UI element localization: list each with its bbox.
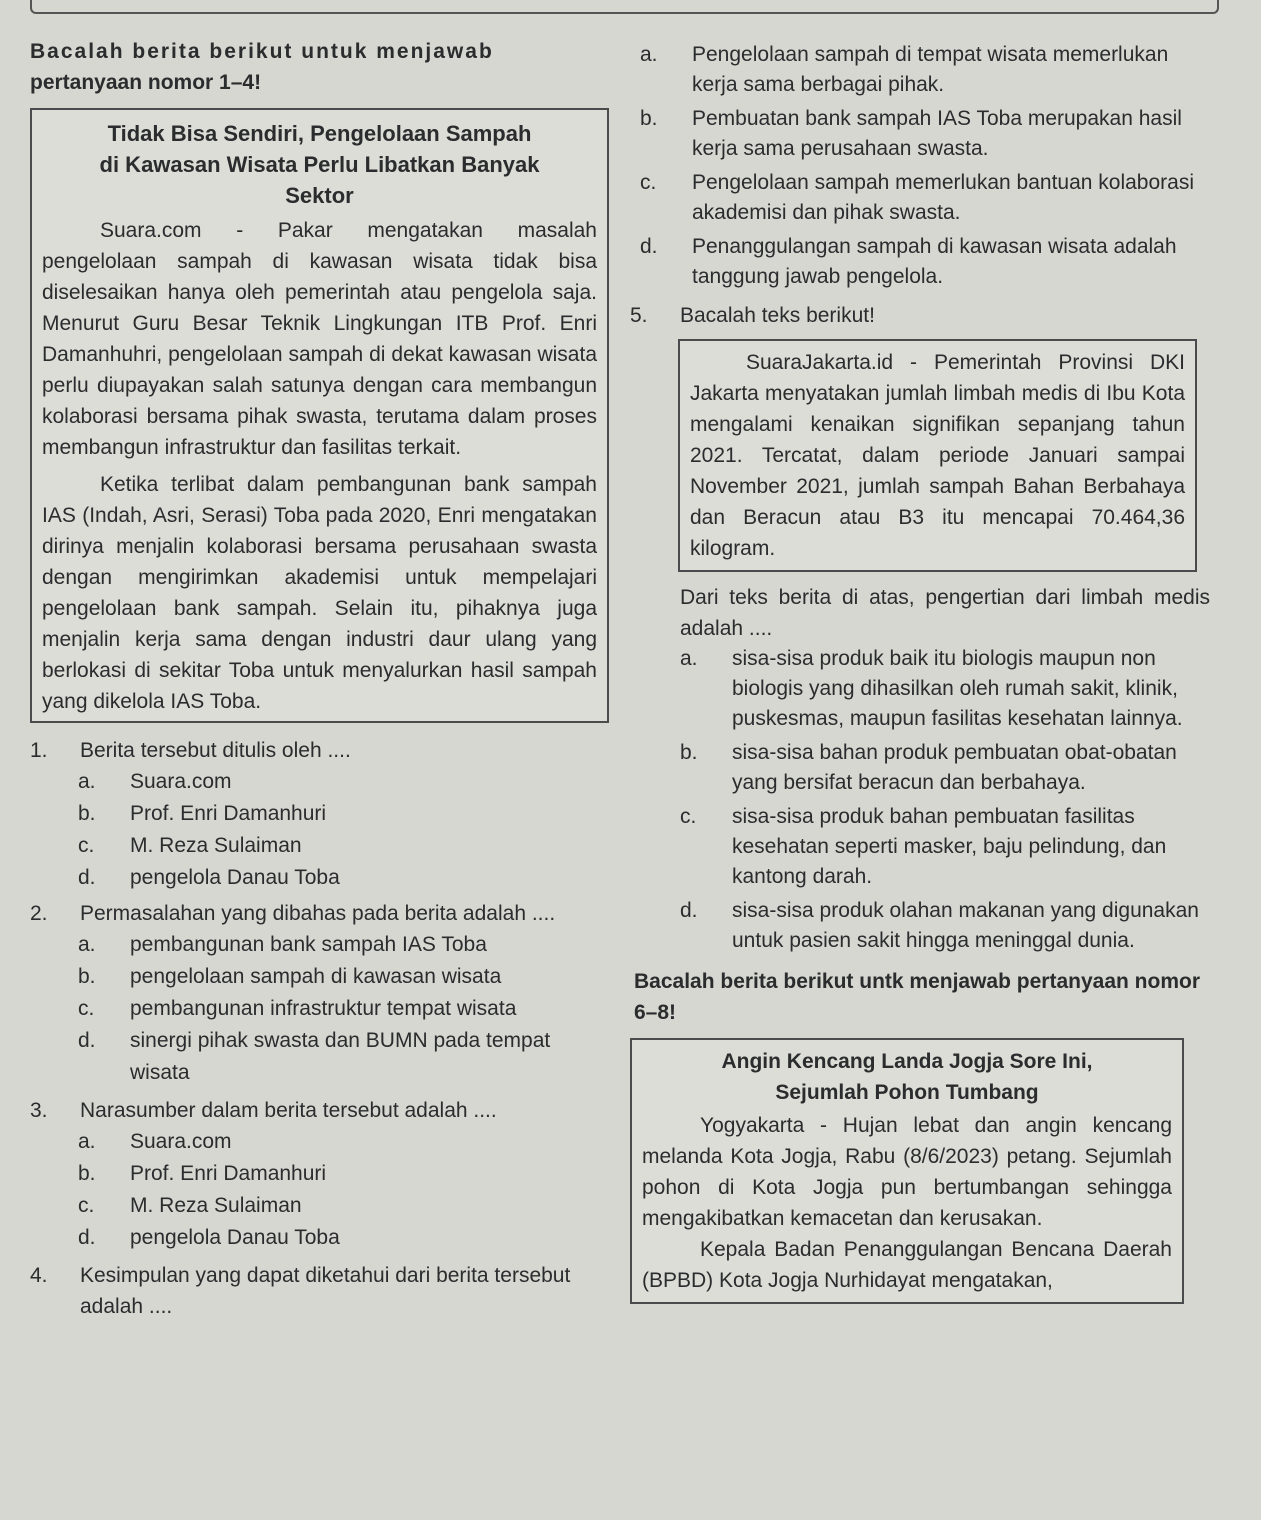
page-edge (30, 0, 1219, 14)
question-text: Permasalahan yang dibahas pada berita adalah .... (80, 902, 556, 925)
option-d[interactable] (30, 862, 610, 894)
option-text: Prof. Enri Damanhuri (130, 1162, 327, 1185)
question-number: 2. (30, 902, 48, 925)
option-b[interactable] (30, 961, 610, 993)
question-text: Berita tersebut ditulis oleh .... (80, 739, 351, 762)
option-a[interactable] (30, 929, 610, 961)
option-text: sisa-sisa produk bahan pembuatan fasilitas kesehatan seperti masker, baju pelindung, dan kantong darah. (732, 805, 1167, 888)
option-text: Prof. Enri Damanhuri (130, 802, 327, 825)
option-text: sinergi pihak swasta dan BUMN pada tempat wisata (130, 1029, 551, 1084)
option-letter: b. (680, 741, 698, 764)
option-text: pengelolaan sampah di kawasan wisata (130, 965, 502, 988)
option-text: Suara.com (130, 770, 232, 793)
intro-instruction-1 (30, 36, 610, 98)
question-5-options (630, 644, 1210, 956)
question-number: 4. (30, 1264, 48, 1287)
option-a[interactable] (30, 1126, 610, 1158)
question-2 (30, 898, 610, 1089)
option-letter: d. (640, 235, 658, 258)
question-5-text: Dari teks berita di atas, pengertian dari limbah medis adalah .... (680, 586, 1210, 640)
question-number: 5. (630, 304, 648, 327)
option-text: sisa-sisa bahan produk pembuatan obat-obatan yang bersifat beracun dan berbahaya. (732, 741, 1177, 794)
intro-line-2: pertanyaan nomor 1–4! (30, 71, 262, 94)
intro-line-1: Bacalah berita berikut untuk menjawab (30, 40, 494, 63)
option-b[interactable] (630, 104, 1210, 164)
option-a[interactable] (630, 40, 1210, 100)
option-text: Pengelolaan sampah memerlukan bantuan kolaborasi akademisi dan pihak swasta. (692, 171, 1194, 224)
question-text: Bacalah teks berikut! (680, 304, 875, 327)
option-letter: d. (680, 899, 698, 922)
option-c[interactable] (30, 993, 610, 1025)
option-letter: b. (640, 107, 658, 130)
article-1-box (30, 108, 609, 723)
option-letter: c. (78, 997, 95, 1020)
article-2-text: SuaraJakarta.id - Pemerintah Provinsi DKI Jakarta menyatakan jumlah limbah medis di Ibu Kota mengalami kenaikan signifikan sepanjang tahun 2021. Tercatat, dalam periode Januari sampai November 2021, jumlah sampah Bahan Berbahaya dan Beracun atau B3 itu mencapai 70.464,36 kilogram. (690, 351, 1185, 560)
article-3-box (630, 1038, 1184, 1304)
question-4 (30, 1260, 610, 1322)
option-letter: c. (640, 171, 657, 194)
option-text: sisa-sisa produk baik itu biologis maupun non biologis yang dihasilkan oleh rumah sakit, klinik, puskesmas, maupun fasilitas kesehatan lainnya. (732, 647, 1183, 730)
article-3-paragraph-1: Yogyakarta - Hujan lebat dan angin kencang melanda Kota Jogja, Rabu (8/6/2023) petang. Sejumlah pohon di Kota Jogja pun bertumbangan sehingga mengakibatkan kemacetan dan kerusakan. (642, 1114, 1172, 1230)
question-1 (30, 735, 610, 894)
option-letter: b. (78, 965, 96, 988)
option-letter: a. (680, 647, 698, 670)
question-text: Kesimpulan yang dapat diketahui dari berita tersebut adalah .... (80, 1264, 571, 1318)
option-letter: a. (640, 43, 658, 66)
article-1-paragraph-1: Suara.com - Pakar mengatakan masalah pengelolaan sampah di kawasan wisata tidak bisa diselesaikan hanya oleh pemerintah atau pengelola saja. Menurut Guru Besar Teknik Lingkungan ITB Prof. Enri Damanhuhri, pengelolaan sampah di dekat kawasan wisata perlu diupayakan salah satunya dengan cara membangun kolaborasi bersama pihak swasta, terutama dalam proses membangun infrastruktur dan fasilitas terkait. (42, 219, 597, 459)
option-a[interactable] (30, 766, 610, 798)
option-text: sisa-sisa produk olahan makanan yang digunakan untuk pasien sakit hingga meninggal dunia. (732, 899, 1199, 952)
option-letter: d. (78, 1226, 96, 1249)
option-text: pengelola Danau Toba (130, 1226, 340, 1249)
option-c[interactable] (30, 1190, 610, 1222)
option-letter: c. (78, 834, 95, 857)
option-c[interactable] (630, 168, 1210, 228)
option-text: pembangunan infrastruktur tempat wisata (130, 997, 517, 1020)
option-letter: c. (680, 805, 697, 828)
option-d[interactable] (630, 232, 1210, 292)
option-c[interactable] (30, 830, 610, 862)
question-5 (630, 300, 1210, 331)
option-letter: a. (78, 1130, 96, 1153)
article-3-paragraph-2: Kepala Badan Penanggulangan Bencana Daerah (BPBD) Kota Jogja Nurhidayat mengatakan, (642, 1238, 1172, 1292)
article-1-paragraph-2: Ketika terlibat dalam pembangunan bank sampah IAS (Indah, Asri, Serasi) Toba pada 2020, Enri mengatakan dirinya menjalin kolaborasi bersama perusahaan swasta dengan mengirimkan akademisi untuk mempelajari pengelolaan bank sampah. Selain itu, pihaknya juga menjalin kerja sama dengan industri daur ulang yang berlokasi di sekitar Toba untuk menyalurkan hasil sampah yang dikelola IAS Toba. (42, 473, 597, 713)
option-b[interactable] (670, 738, 1210, 798)
option-letter: b. (78, 802, 96, 825)
question-number: 3. (30, 1099, 48, 1122)
option-text: pembangunan bank sampah IAS Toba (130, 933, 487, 956)
option-d[interactable] (670, 896, 1210, 956)
question-4-options (630, 40, 1210, 292)
option-c[interactable] (670, 802, 1210, 892)
option-d[interactable] (30, 1025, 610, 1089)
option-text: M. Reza Sulaiman (130, 834, 302, 857)
option-text: Pengelolaan sampah di tempat wisata memerlukan kerja sama berbagai pihak. (692, 43, 1169, 96)
option-letter: d. (78, 1029, 96, 1052)
left-column (30, 36, 610, 1322)
option-text: Penanggulangan sampah di kawasan wisata adalah tanggung jawab pengelola. (692, 235, 1177, 288)
article-2-box (678, 339, 1197, 572)
intro-instruction-2: Bacalah berita berikut untk menjawab pertanyaan nomor 6–8! (634, 970, 1200, 1024)
option-text: Suara.com (130, 1130, 232, 1153)
option-b[interactable] (30, 1158, 610, 1190)
question-number: 1. (30, 739, 48, 762)
option-letter: a. (78, 933, 96, 956)
option-d[interactable] (30, 1222, 610, 1254)
option-b[interactable] (30, 798, 610, 830)
option-letter: d. (78, 866, 96, 889)
question-3 (30, 1095, 610, 1254)
option-letter: b. (78, 1162, 96, 1185)
title-line: Sejumlah Pohon Tumbang (775, 1081, 1039, 1104)
option-text: M. Reza Sulaiman (130, 1194, 302, 1217)
question-text: Narasumber dalam berita tersebut adalah .... (80, 1099, 497, 1122)
option-letter: c. (78, 1194, 95, 1217)
right-column (630, 40, 1210, 1304)
title-line: di Kawasan Wisata Perlu Libatkan Banyak (99, 152, 540, 177)
option-text: Pembuatan bank sampah IAS Toba merupakan hasil kerja sama perusahaan swasta. (692, 107, 1182, 160)
option-text: pengelola Danau Toba (130, 866, 340, 889)
option-a[interactable] (670, 644, 1210, 734)
title-line: Angin Kencang Landa Jogja Sore Ini, (721, 1050, 1093, 1073)
article-3-title (642, 1046, 1172, 1108)
option-letter: a. (78, 770, 96, 793)
title-line: Sektor (285, 183, 354, 208)
article-1-title (42, 118, 597, 211)
title-line: Tidak Bisa Sendiri, Pengelolaan Sampah (107, 121, 532, 146)
